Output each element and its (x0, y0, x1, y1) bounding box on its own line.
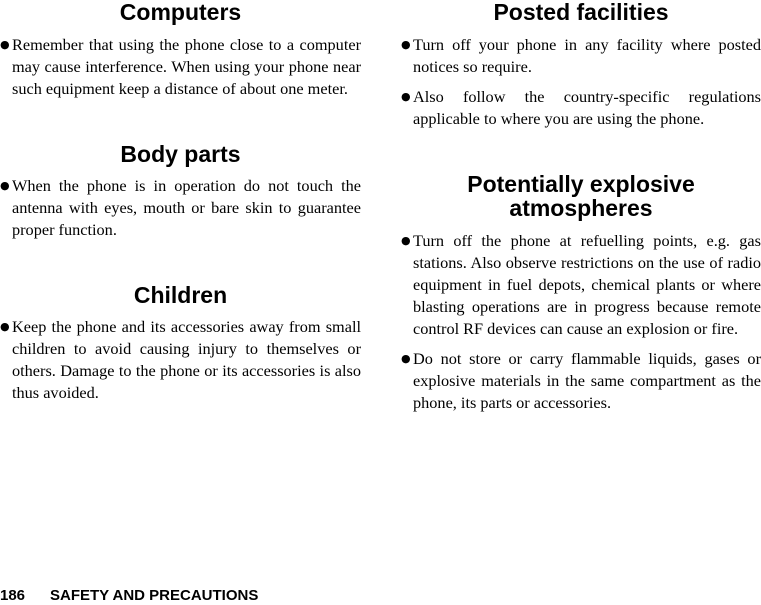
item-text: When the phone is in operation do not touch the antenna with eyes, mouth or bare skin to guarantee proper function. (12, 176, 361, 239)
page-footer (0, 587, 258, 605)
bullet-icon: ● (401, 234, 411, 247)
heading-line: atmospheres (509, 195, 653, 221)
right-column (401, 0, 761, 414)
left-column (0, 0, 361, 404)
bullet-icon: ● (401, 90, 411, 103)
heading-line: Potentially explosive (467, 171, 695, 197)
item-text: Remember that using the phone close to a computer may cause interference. When using your phone near such equipment keep a distance of about one meter. (12, 35, 361, 98)
bullet-item (401, 348, 761, 414)
bullet-icon: ● (0, 179, 10, 192)
bullet-item (401, 86, 761, 130)
bullet-item (0, 34, 361, 100)
bullet-icon: ● (0, 320, 10, 333)
bullet-icon: ● (0, 38, 10, 51)
bullet-icon: ● (401, 352, 411, 365)
heading-children: Children (133, 282, 228, 308)
heading-body-parts: Body parts (120, 141, 241, 167)
item-text: Turn off the phone at refuelling points, e.g. gas stations. Also observe restrictions on the use of radio equipment in fuel depots, chemical plants or where blasting operations are in progress because remote control RF devices can cause an explosion or fire. (413, 231, 761, 338)
bullet-icon: ● (401, 38, 411, 51)
item-text: Also follow the country-specific regulations applicable to where you are using the phone. (413, 87, 761, 128)
bullet-item (401, 230, 761, 340)
heading-explosive-atmospheres (401, 172, 761, 220)
bullet-item (0, 316, 361, 404)
page-number: 186 (0, 587, 26, 604)
bullet-item (401, 34, 761, 78)
footer-section-title: SAFETY AND PRECAUTIONS (50, 587, 259, 604)
item-text: Turn off your phone in any facility where posted notices so require. (413, 35, 761, 76)
item-text: Keep the phone and its accessories away from small children to avoid causing injury to themselves or others. Damage to the phone or its accessories is also thus avoided. (12, 317, 361, 402)
heading-posted-facilities: Posted facilities (493, 0, 669, 25)
item-text: Do not store or carry flammable liquids, gases or explosive materials in the same compartment as the phone, its parts or accessories. (413, 349, 761, 412)
heading-computers: Computers (119, 0, 242, 25)
bullet-item (0, 175, 361, 241)
